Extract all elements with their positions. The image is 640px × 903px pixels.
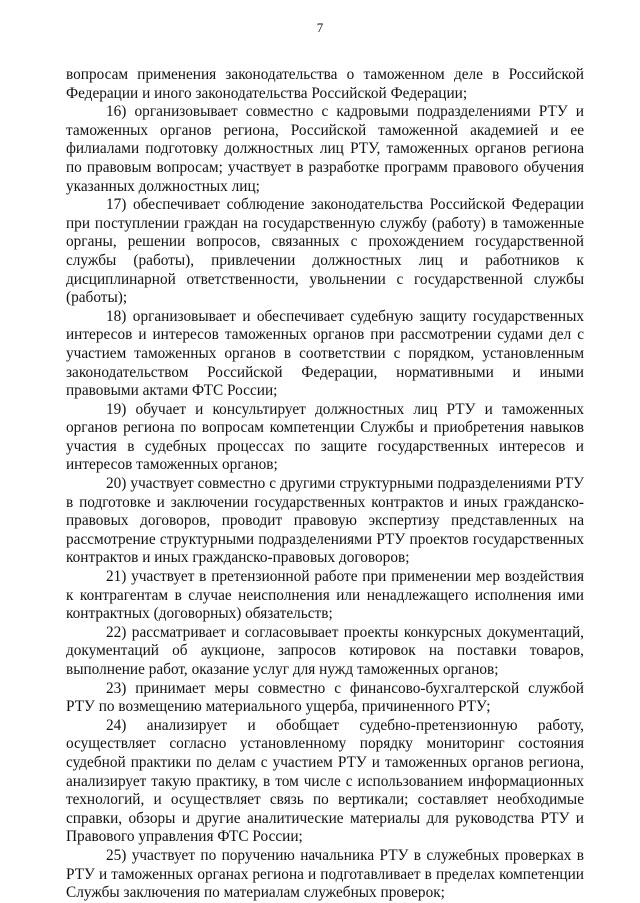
list-item-24: 24) анализирует и обобщает судебно-претензионную работу, осуществляет согласно установленному порядку мониторинг состояния судебной практики по делам с участием РТУ и таможенных органов региона, анализирует такую практику, в том числе с использованием информационных технологий, и осуществляет связь по вертикали; составляет необходимые справки, обзоры и другие аналитические материалы для руководства РТУ и Правового управления ФТС России; (66, 716, 584, 846)
list-item-25: 25) участвует по поручению начальника РТУ в служебных проверках в РТУ и таможенных органах региона и подготавливает в пределах компетенции Службы заключения по материалам служебных проверок; (66, 846, 584, 902)
continuation-paragraph: вопросам применения законодательства о таможенном деле в Российской Федерации и иного законодательства Российской Федерации; (66, 66, 584, 102)
list-item-18: 18) организовывает и обеспечивает судебную защиту государственных интересов и интересов таможенных органов при рассмотрении судами дел с участием таможенных органов в соответствии с порядком, установленным законодательством Российской Федерации, нормативными и иными правовыми актами ФТС России; (66, 307, 584, 400)
list-item-17: 17) обеспечивает соблюдение законодательства Российской Федерации при поступлении граждан на государственную службу (работу) в таможенные органы, решении вопросов, связанных с прохождением государственной службы (работы), привлечении должностных лиц и работников к дисциплинарной ответственности, увольнении с государственной службы (работы); (66, 196, 584, 307)
page-number: 7 (316, 20, 324, 35)
list-item-19: 19) обучает и консультирует должностных лиц РТУ и таможенных органов региона по вопросам компетенции Службы и приобретения навыков участия в судебных процессах по защите государственных интересов и интересов таможенных органов; (66, 400, 584, 474)
list-item-21: 21) участвует в претензионной работе при применении мер воздействия к контрагентам в случае неисполнения или ненадлежащего исполнения ими контрактных (договорных) обязательств; (66, 568, 584, 623)
list-item-20: 20) участвует совместно с другими структурными подразделениями РТУ в подготовке и заключении государственных контрактов и иных гражданско-правовых договоров, проводит правовую экспертизу представленных на рассмотрение структурными подразделениями РТУ проектов государственных контрактов и иных гражданско-правовых договоров; (66, 475, 584, 567)
list-item-16: 16) организовывает совместно с кадровыми подразделениями РТУ и таможенных органов региона, Российской таможенной академией и ее филиалами подготовку должностных лиц РТУ, таможенных органов региона по правовым вопросам; участвует в разработке программ правового обучения указанных должностных лиц; (66, 103, 584, 195)
list-item-22: 22) рассматривает и согласовывает проекты конкурсных документаций, документаций об аукционе, запросов котировок на поставки товаров, выполнение работ, оказание услуг для нужд таможенных органов; (66, 623, 584, 678)
document-body (66, 66, 584, 903)
list-item-23: 23) принимает меры совместно с финансово-бухгалтерской службой РТУ по возмещению материального ущерба, причиненного РТУ; (66, 679, 584, 716)
